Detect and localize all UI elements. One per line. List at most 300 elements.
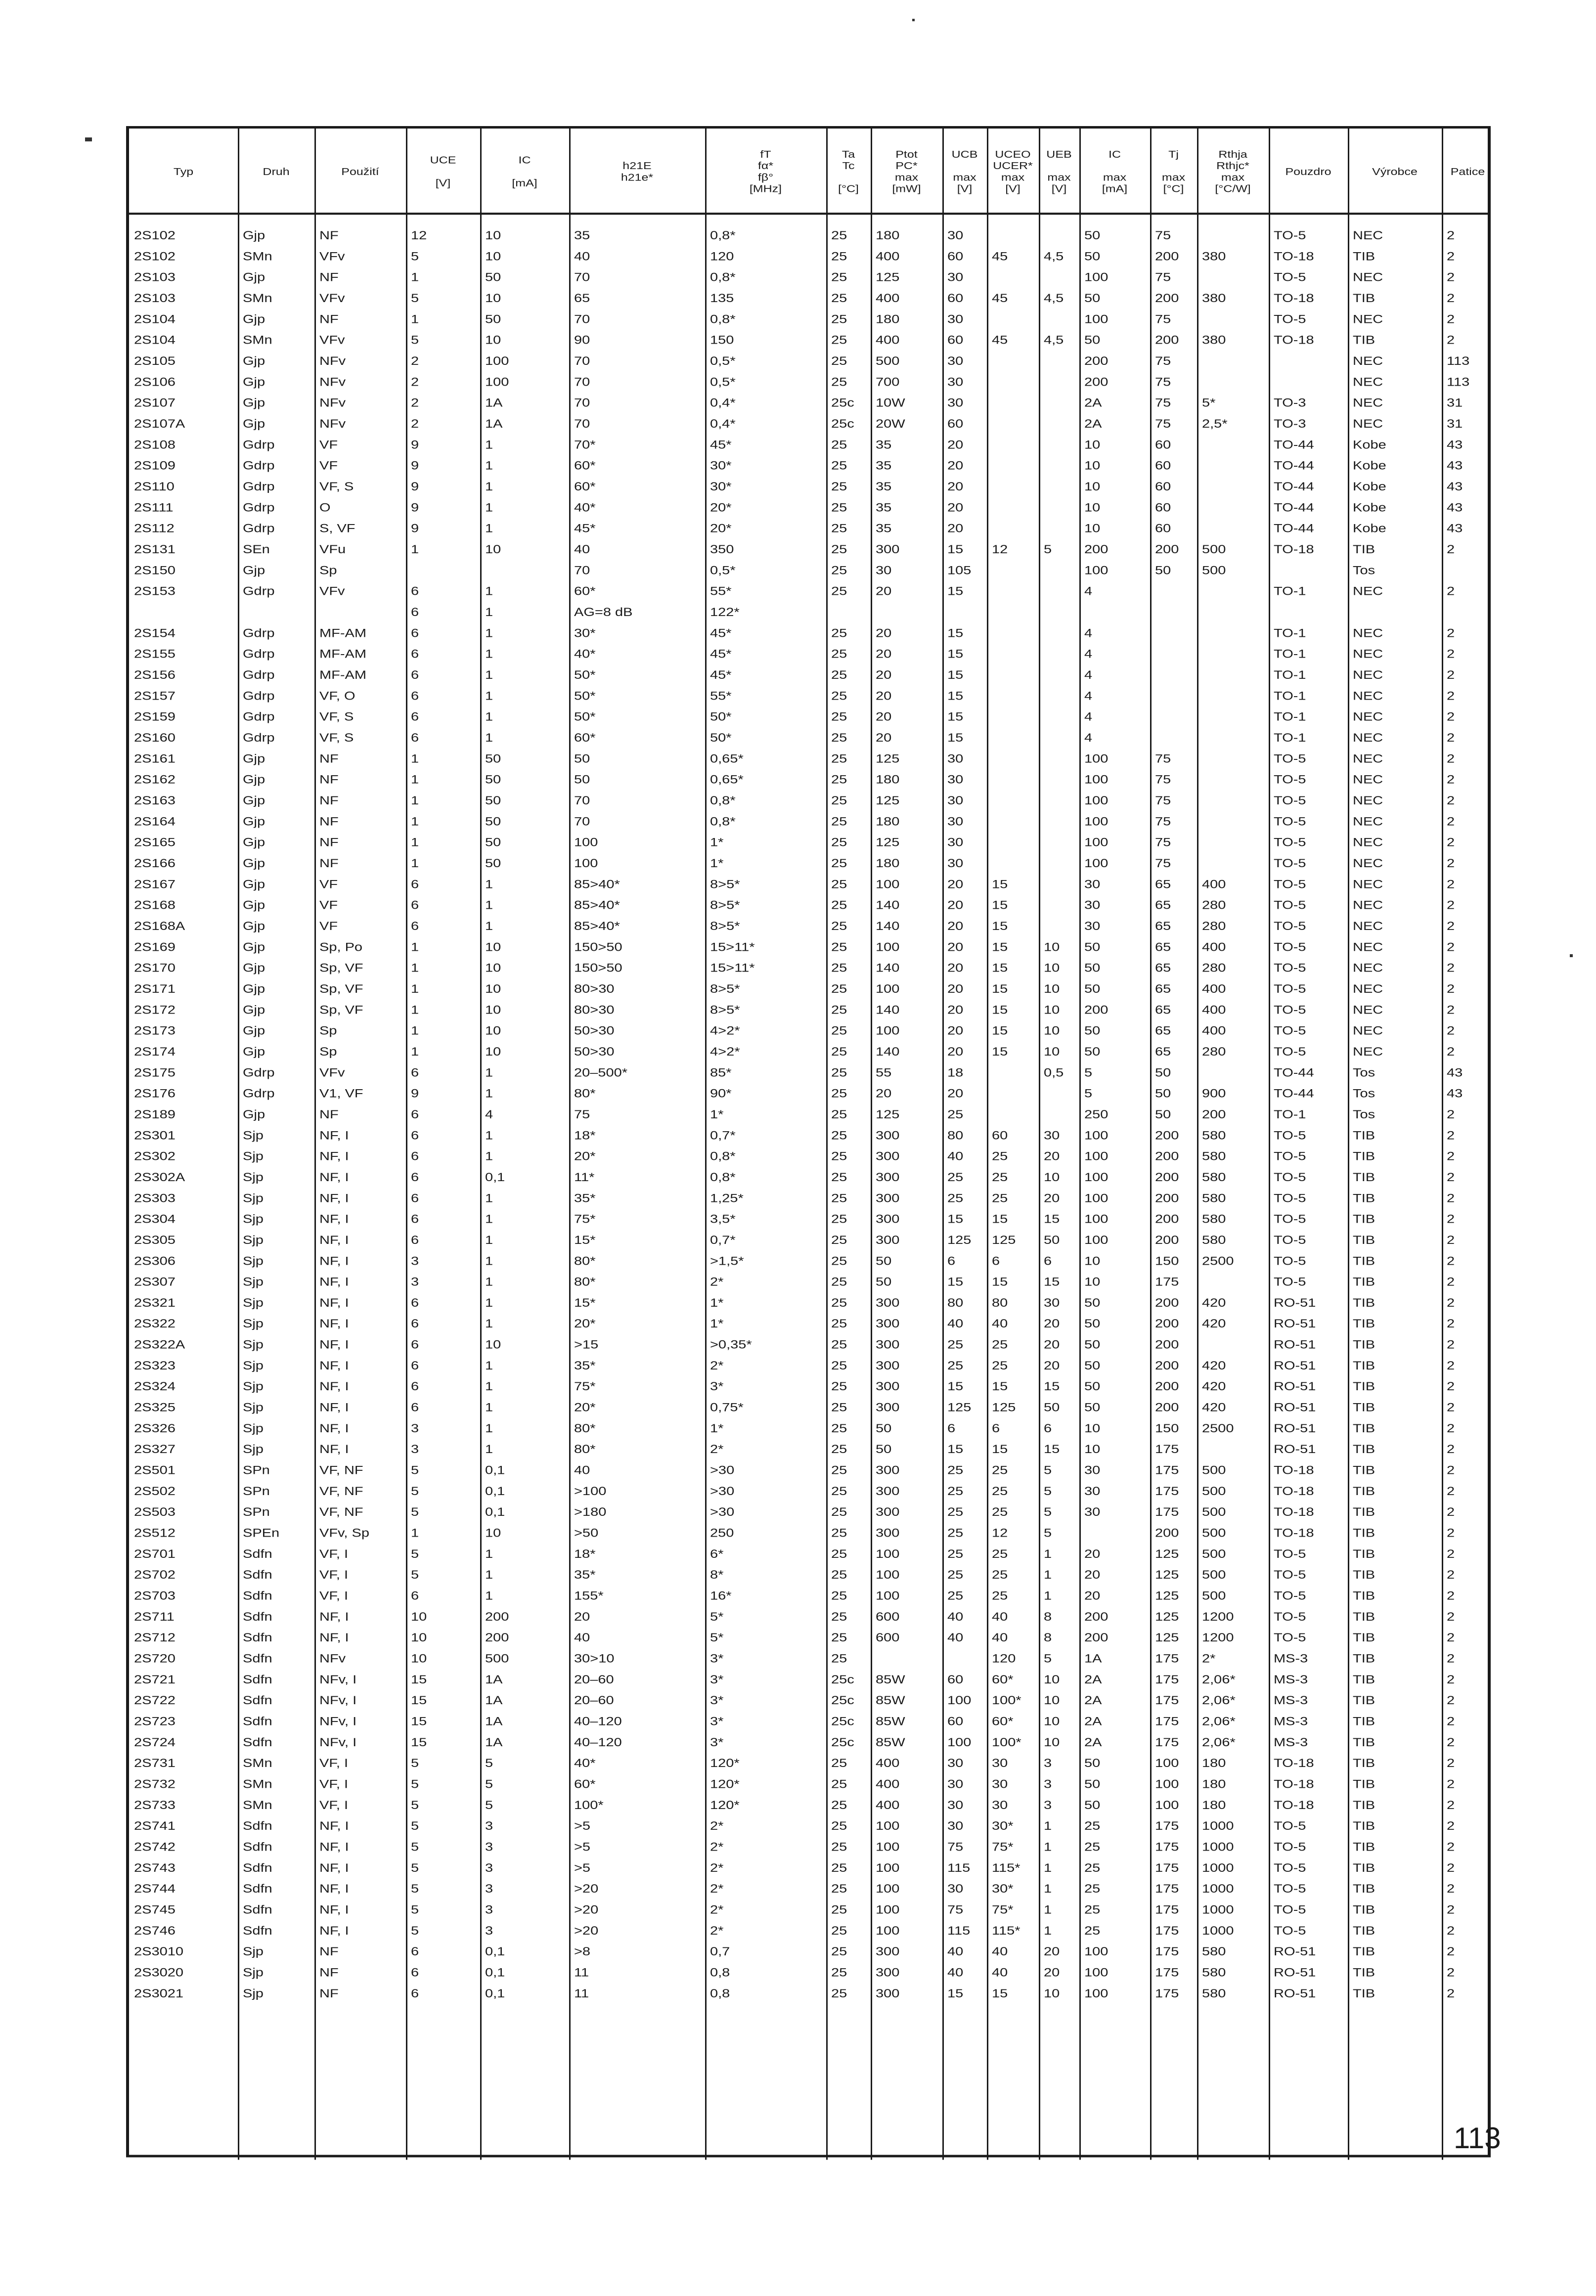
cell-uceo: 75* — [992, 1903, 1014, 1917]
cell-icmax: 10 — [1084, 438, 1101, 452]
cell-icmax: 10 — [1084, 1422, 1101, 1435]
cell-ucb: 30 — [947, 1799, 964, 1812]
cell-pouzdro: TO-5 — [1274, 1192, 1306, 1205]
cell-ft: 45* — [710, 438, 732, 452]
cell-druh: Sdfn — [243, 1631, 272, 1644]
cell-patice: 2 — [1447, 1443, 1455, 1457]
cell-ic: 3 — [485, 1861, 493, 1875]
cell-ft: 1* — [710, 836, 724, 849]
cell-patice: 2 — [1447, 1861, 1455, 1875]
cell-vyrobce: TIB — [1353, 250, 1375, 264]
cell-icmax: 10 — [1084, 480, 1101, 493]
cell-tj: 50 — [1155, 564, 1171, 577]
cell-uce: 5 — [411, 1463, 419, 1477]
cell-ic: 1A — [485, 1715, 503, 1728]
cell-ucb: 25 — [947, 1463, 964, 1477]
cell-ptot: 50 — [876, 1422, 892, 1435]
cell-ucb: 20 — [947, 1087, 964, 1101]
cell-tj: 175 — [1155, 1485, 1179, 1498]
cell-tj: 65 — [1155, 1024, 1171, 1038]
cell-ft: 20* — [710, 522, 732, 535]
cell-uce: 9 — [411, 1087, 419, 1101]
header-patice: Patice — [1450, 166, 1485, 177]
cell-pouziti: Sp, Po — [319, 940, 363, 954]
cell-vyrobce: TIB — [1353, 1861, 1375, 1875]
cell-ptot: 100 — [876, 878, 900, 891]
cell-ptot: 400 — [876, 1777, 900, 1791]
header-tj: Tj max [°C] — [1161, 148, 1186, 195]
cell-ucb: 25 — [947, 1108, 964, 1121]
table-row — [129, 1148, 1488, 1166]
cell-typ: 2S321 — [134, 1296, 176, 1310]
cell-tj: 65 — [1155, 1045, 1171, 1059]
cell-icmax: 100 — [1084, 1987, 1108, 2000]
cell-icmax: 25 — [1084, 1840, 1101, 1854]
cell-ta: 25 — [831, 731, 847, 745]
cell-ic: 50 — [485, 270, 501, 284]
cell-ft: 5* — [710, 1610, 724, 1624]
cell-ta: 25 — [831, 1987, 847, 2000]
cell-pouziti: NF, I — [319, 1610, 349, 1624]
cell-typ: 2S720 — [134, 1652, 176, 1666]
cell-uce: 6 — [411, 1149, 419, 1163]
cell-pouziti: NFv — [319, 375, 346, 389]
table-row — [129, 938, 1488, 956]
cell-pouzdro: TO-5 — [1274, 1861, 1306, 1875]
cell-ft: 0,5* — [710, 354, 736, 368]
cell-ucb: 15 — [947, 668, 964, 682]
cell-pouziti: NF, I — [319, 1903, 349, 1917]
cell-uceo: 15 — [992, 1275, 1008, 1289]
cell-pouzdro: MS-3 — [1274, 1736, 1308, 1749]
cell-druh: Gjp — [243, 836, 266, 849]
cell-druh: Sdfn — [243, 1736, 272, 1749]
cell-vyrobce: NEC — [1353, 417, 1383, 431]
cell-rth: 180 — [1202, 1777, 1226, 1791]
cell-uceo: 15 — [992, 1212, 1008, 1226]
cell-h21: 15* — [574, 1234, 596, 1247]
cell-ucb: 20 — [947, 878, 964, 891]
cell-patice: 2 — [1447, 1903, 1455, 1917]
cell-pouziti: MF-AM — [319, 668, 367, 682]
cell-icmax: 50 — [1084, 1777, 1101, 1791]
cell-ptot: 85W — [876, 1673, 905, 1686]
cell-icmax: 25 — [1084, 1924, 1101, 1938]
cell-rth: 580 — [1202, 1129, 1226, 1143]
column-divider — [1348, 129, 1349, 2160]
cell-ueb: 15 — [1044, 1275, 1060, 1289]
cell-h21: 100* — [574, 1799, 604, 1812]
cell-ueb: 10 — [1044, 940, 1060, 954]
cell-pouziti: VF, NF — [319, 1485, 363, 1498]
cell-patice: 2 — [1447, 1317, 1455, 1331]
header-pouziti: Použití — [341, 166, 379, 177]
cell-patice: 2 — [1447, 1673, 1455, 1686]
cell-h21: 60* — [574, 459, 596, 473]
cell-typ: 2S741 — [134, 1819, 176, 1833]
cell-pouziti: NF — [319, 836, 339, 849]
cell-ucb: 115 — [947, 1861, 971, 1875]
cell-ucb: 6 — [947, 1254, 956, 1268]
cell-uce: 6 — [411, 1108, 419, 1121]
cell-druh: Gjp — [243, 815, 266, 829]
cell-patice: 2 — [1447, 752, 1455, 766]
table-row — [129, 395, 1488, 412]
cell-ic: 3 — [485, 1840, 493, 1854]
cell-pouzdro: TO-5 — [1274, 794, 1306, 807]
cell-h21: 100 — [574, 836, 598, 849]
cell-ta: 25 — [831, 333, 847, 347]
cell-ft: >1,5* — [710, 1254, 744, 1268]
cell-h21: 40* — [574, 1757, 596, 1770]
cell-ta: 25 — [831, 1212, 847, 1226]
cell-druh: Sdfn — [243, 1861, 272, 1875]
cell-ucb: 30 — [947, 396, 964, 410]
cell-h21: AG=8 dB — [574, 606, 633, 619]
cell-typ: 2S323 — [134, 1359, 176, 1372]
cell-icmax: 100 — [1084, 1129, 1108, 1143]
cell-ic: 1 — [485, 731, 493, 745]
cell-patice: 31 — [1447, 417, 1463, 431]
cell-ucb: 25 — [947, 1505, 964, 1519]
cell-ucb: 40 — [947, 1610, 964, 1624]
cell-uce: 6 — [411, 1171, 419, 1184]
cell-rth: 2,06* — [1202, 1736, 1236, 1749]
table-row — [129, 1608, 1488, 1626]
cell-vyrobce: NEC — [1353, 836, 1383, 849]
cell-pouziti: NF, I — [319, 1422, 349, 1435]
cell-patice: 2 — [1447, 1275, 1455, 1289]
cell-patice: 2 — [1447, 1003, 1455, 1017]
cell-h21: 90 — [574, 333, 590, 347]
cell-uceo: 25 — [992, 1338, 1008, 1352]
cell-ptot: 20 — [876, 689, 892, 703]
header-ptot: Ptot PC* max [mW] — [892, 148, 921, 195]
cell-ft: 8>5* — [710, 982, 740, 996]
cell-h21: 70 — [574, 564, 590, 577]
cell-pouziti: Sp, VF — [319, 961, 363, 975]
cell-rth: 2500 — [1202, 1422, 1234, 1435]
cell-tj: 200 — [1155, 250, 1179, 264]
cell-uce: 5 — [411, 333, 419, 347]
cell-icmax: 5 — [1084, 1087, 1093, 1101]
cell-rth: 1000 — [1202, 1819, 1234, 1833]
cell-ptot: 300 — [876, 1317, 900, 1331]
cell-patice: 2 — [1447, 1254, 1455, 1268]
cell-pouzdro: TO-5 — [1274, 1045, 1306, 1059]
table-row — [129, 1525, 1488, 1543]
cell-uceo: 15 — [992, 940, 1008, 954]
table-row — [129, 1755, 1488, 1772]
header-uceo: UCEO UCER* max [V] — [993, 148, 1033, 195]
cell-ft: 0,4* — [710, 396, 736, 410]
table-row — [129, 1085, 1488, 1103]
cell-ic: 3 — [485, 1903, 493, 1917]
cell-pouziti: NF — [319, 1108, 339, 1121]
cell-ft: 8>5* — [710, 1003, 740, 1017]
cell-ucb: 20 — [947, 898, 964, 912]
cell-pouziti: VF, I — [319, 1799, 349, 1812]
cell-uce: 6 — [411, 1401, 419, 1414]
cell-ic: 10 — [485, 543, 501, 556]
cell-tj: 200 — [1155, 543, 1179, 556]
cell-rth: 1000 — [1202, 1882, 1234, 1896]
cell-pouziti: VFv — [319, 333, 345, 347]
cell-icmax: 4 — [1084, 626, 1093, 640]
cell-druh: Sjp — [243, 1380, 264, 1394]
cell-ta: 25 — [831, 1422, 847, 1435]
cell-pouziti: MF-AM — [319, 647, 367, 661]
cell-vyrobce: TIB — [1353, 1715, 1375, 1728]
cell-ft: 0,8* — [710, 229, 736, 242]
cell-pouziti: VFv — [319, 250, 345, 264]
cell-uce: 9 — [411, 438, 419, 452]
table-row — [129, 813, 1488, 831]
cell-druh: SPn — [243, 1505, 270, 1519]
cell-ft: 3* — [710, 1694, 724, 1707]
cell-ucb: 15 — [947, 1987, 964, 2000]
cell-ucb: 30 — [947, 270, 964, 284]
cell-ta: 25c — [831, 417, 854, 431]
cell-tj: 75 — [1155, 229, 1171, 242]
cell-ptot: 300 — [876, 1192, 900, 1205]
cell-h21: 11 — [574, 1966, 589, 1980]
cell-h21: 60* — [574, 731, 596, 745]
cell-patice: 2 — [1447, 1694, 1455, 1707]
cell-icmax: 30 — [1084, 1485, 1101, 1498]
cell-ft: >30 — [710, 1485, 735, 1498]
cell-pouzdro: TO-44 — [1274, 522, 1314, 535]
cell-ft: 250 — [710, 1526, 734, 1540]
cell-druh: SEn — [243, 543, 270, 556]
cell-vyrobce: TIB — [1353, 1505, 1375, 1519]
cell-ptot: 100 — [876, 1024, 900, 1038]
cell-patice: 2 — [1447, 1212, 1455, 1226]
cell-ta: 25 — [831, 668, 847, 682]
cell-rth: 280 — [1202, 961, 1226, 975]
cell-typ: 2S107A — [134, 417, 185, 431]
cell-vyrobce: TIB — [1353, 1234, 1375, 1247]
cell-pouziti: NF — [319, 857, 339, 870]
cell-typ: 2S102 — [134, 250, 176, 264]
cell-ft: 0,75* — [710, 1401, 744, 1414]
cell-h21: 40* — [574, 647, 596, 661]
cell-ucb: 25 — [947, 1547, 964, 1561]
cell-vyrobce: TIB — [1353, 1401, 1375, 1414]
cell-icmax: 50 — [1084, 250, 1101, 264]
cell-ptot: 140 — [876, 961, 900, 975]
table-row — [129, 290, 1488, 308]
cell-tj: 175 — [1155, 1275, 1179, 1289]
cell-typ: 2S3010 — [134, 1945, 183, 1958]
cell-ueb: 6 — [1044, 1422, 1052, 1435]
cell-ptot: 180 — [876, 229, 900, 242]
cell-icmax: 4 — [1084, 689, 1093, 703]
cell-druh: Sjp — [243, 1966, 264, 1980]
cell-icmax: 50 — [1084, 961, 1101, 975]
cell-pouziti: NF — [319, 229, 339, 242]
cell-ic: 10 — [485, 1338, 501, 1352]
cell-pouzdro: TO-1 — [1274, 584, 1306, 598]
cell-uceo: 15 — [992, 878, 1008, 891]
cell-h21: 50 — [574, 752, 590, 766]
cell-ueb: 10 — [1044, 1715, 1060, 1728]
cell-ueb: 5 — [1044, 1652, 1052, 1666]
cell-h21: 80* — [574, 1443, 596, 1457]
cell-uce: 6 — [411, 1192, 419, 1205]
cell-typ: 2S111 — [134, 501, 174, 515]
cell-druh: Sjp — [243, 1129, 264, 1143]
cell-ft: 2* — [710, 1924, 724, 1938]
cell-uce: 1 — [411, 1024, 419, 1038]
cell-vyrobce: Kobe — [1353, 522, 1386, 535]
cell-uceo: 15 — [992, 1003, 1008, 1017]
cell-uce: 6 — [411, 1589, 419, 1603]
column-divider — [238, 129, 239, 2160]
table-row — [129, 1692, 1488, 1710]
cell-ic: 1 — [485, 438, 493, 452]
cell-typ: 2S301 — [134, 1129, 176, 1143]
cell-uceo: 25 — [992, 1192, 1008, 1205]
cell-patice: 2 — [1447, 292, 1455, 305]
cell-pouziti: NFv, I — [319, 1736, 357, 1749]
cell-typ: 2S109 — [134, 459, 176, 473]
cell-typ: 2S701 — [134, 1547, 176, 1561]
cell-uceo: 125 — [992, 1234, 1016, 1247]
cell-patice: 2 — [1447, 1129, 1455, 1143]
cell-ueb: 20 — [1044, 1149, 1060, 1163]
cell-vyrobce: NEC — [1353, 584, 1383, 598]
cell-ptot: 20 — [876, 584, 892, 598]
table-row — [129, 1252, 1488, 1270]
cell-ic: 1 — [485, 1234, 493, 1247]
cell-vyrobce: TIB — [1353, 1547, 1375, 1561]
cell-uceo: 30 — [992, 1799, 1008, 1812]
cell-ft: 0,65* — [710, 752, 744, 766]
table-row — [129, 1985, 1488, 2003]
cell-vyrobce: Kobe — [1353, 480, 1386, 493]
cell-ic: 1 — [485, 1149, 493, 1163]
cell-ic: 1 — [485, 1547, 493, 1561]
cell-ft: 0,5* — [710, 375, 736, 389]
cell-pouziti: NF, I — [319, 1924, 349, 1938]
cell-patice: 2 — [1447, 270, 1455, 284]
cell-icmax: 100 — [1084, 815, 1108, 829]
cell-ta: 25 — [831, 1192, 847, 1205]
table-row — [129, 1169, 1488, 1187]
table-row — [129, 1462, 1488, 1480]
cell-ptot: 300 — [876, 543, 900, 556]
cell-pouzdro: TO-5 — [1274, 270, 1306, 284]
cell-typ: 2S103 — [134, 292, 176, 305]
cell-ft: 0,4* — [710, 417, 736, 431]
cell-ptot: 85W — [876, 1715, 905, 1728]
cell-ft: 0,8* — [710, 1171, 736, 1184]
cell-ft: 45* — [710, 668, 732, 682]
cell-uceo: 125 — [992, 1401, 1016, 1414]
cell-uce: 6 — [411, 1945, 419, 1958]
cell-tj: 75 — [1155, 836, 1171, 849]
cell-ft: 0,8 — [710, 1987, 730, 2000]
cell-ft: 30* — [710, 459, 732, 473]
cell-tj: 60 — [1155, 438, 1171, 452]
table-row — [129, 1106, 1488, 1124]
cell-uce: 1 — [411, 982, 419, 996]
cell-uce: 5 — [411, 1799, 419, 1812]
cell-ptot: 125 — [876, 1108, 900, 1121]
cell-pouziti: NF, I — [319, 1254, 349, 1268]
cell-pouzdro: TO-5 — [1274, 229, 1306, 242]
cell-rth: 1000 — [1202, 1861, 1234, 1875]
cell-ueb: 0,5 — [1044, 1066, 1064, 1080]
table-row — [129, 520, 1488, 538]
cell-ic: 10 — [485, 1024, 501, 1038]
cell-ic: 0,1 — [485, 1987, 505, 2000]
cell-tj: 200 — [1155, 333, 1179, 347]
cell-uce: 1 — [411, 794, 419, 807]
cell-ueb: 4,5 — [1044, 250, 1064, 264]
cell-h21: 20–60 — [574, 1673, 614, 1686]
cell-ic: 1 — [485, 1589, 493, 1603]
cell-uceo: 75* — [992, 1840, 1014, 1854]
cell-ueb: 10 — [1044, 1987, 1060, 2000]
cell-druh: Sjp — [243, 1275, 264, 1289]
cell-ptot: 20 — [876, 731, 892, 745]
cell-tj: 200 — [1155, 1212, 1179, 1226]
cell-typ: 2S172 — [134, 1003, 176, 1017]
cell-druh: SMn — [243, 292, 272, 305]
cell-ft: 8>5* — [710, 898, 740, 912]
cell-uce: 5 — [411, 250, 419, 264]
cell-ft: 50* — [710, 710, 732, 724]
cell-ta: 25 — [831, 1380, 847, 1394]
cell-druh: Gdrp — [243, 626, 275, 640]
cell-ta: 25 — [831, 1568, 847, 1582]
cell-ptot: 300 — [876, 1463, 900, 1477]
cell-pouziti: NF — [319, 752, 339, 766]
table-row — [129, 269, 1488, 287]
cell-tj: 175 — [1155, 1819, 1179, 1833]
cell-rth: 580 — [1202, 1192, 1226, 1205]
cell-patice: 2 — [1447, 1882, 1455, 1896]
cell-druh: Gjp — [243, 940, 266, 954]
cell-rth: 500 — [1202, 543, 1226, 556]
cell-typ: 2S156 — [134, 668, 176, 682]
cell-pouziti: NFv — [319, 1652, 346, 1666]
cell-ptot: 20 — [876, 710, 892, 724]
column-divider — [705, 129, 707, 2160]
cell-icmax: 200 — [1084, 1610, 1108, 1624]
cell-rth: 400 — [1202, 878, 1226, 891]
cell-uce: 2 — [411, 417, 419, 431]
cell-uceo: 15 — [992, 1987, 1008, 2000]
cell-ueb: 20 — [1044, 1945, 1060, 1958]
cell-pouzdro: TO-5 — [1274, 878, 1306, 891]
cell-uce: 6 — [411, 710, 419, 724]
cell-druh: Gjp — [243, 794, 266, 807]
cell-tj: 75 — [1155, 375, 1171, 389]
cell-vyrobce: TIB — [1353, 1610, 1375, 1624]
cell-ueb: 20 — [1044, 1338, 1060, 1352]
cell-patice: 2 — [1447, 1149, 1455, 1163]
cell-pouzdro: TO-1 — [1274, 1108, 1306, 1121]
cell-h21: 20–60 — [574, 1694, 614, 1707]
cell-uce: 5 — [411, 1757, 419, 1770]
cell-ta: 25 — [831, 501, 847, 515]
cell-typ: 2S160 — [134, 731, 176, 745]
cell-h21: 60* — [574, 584, 596, 598]
cell-tj: 200 — [1155, 1234, 1179, 1247]
